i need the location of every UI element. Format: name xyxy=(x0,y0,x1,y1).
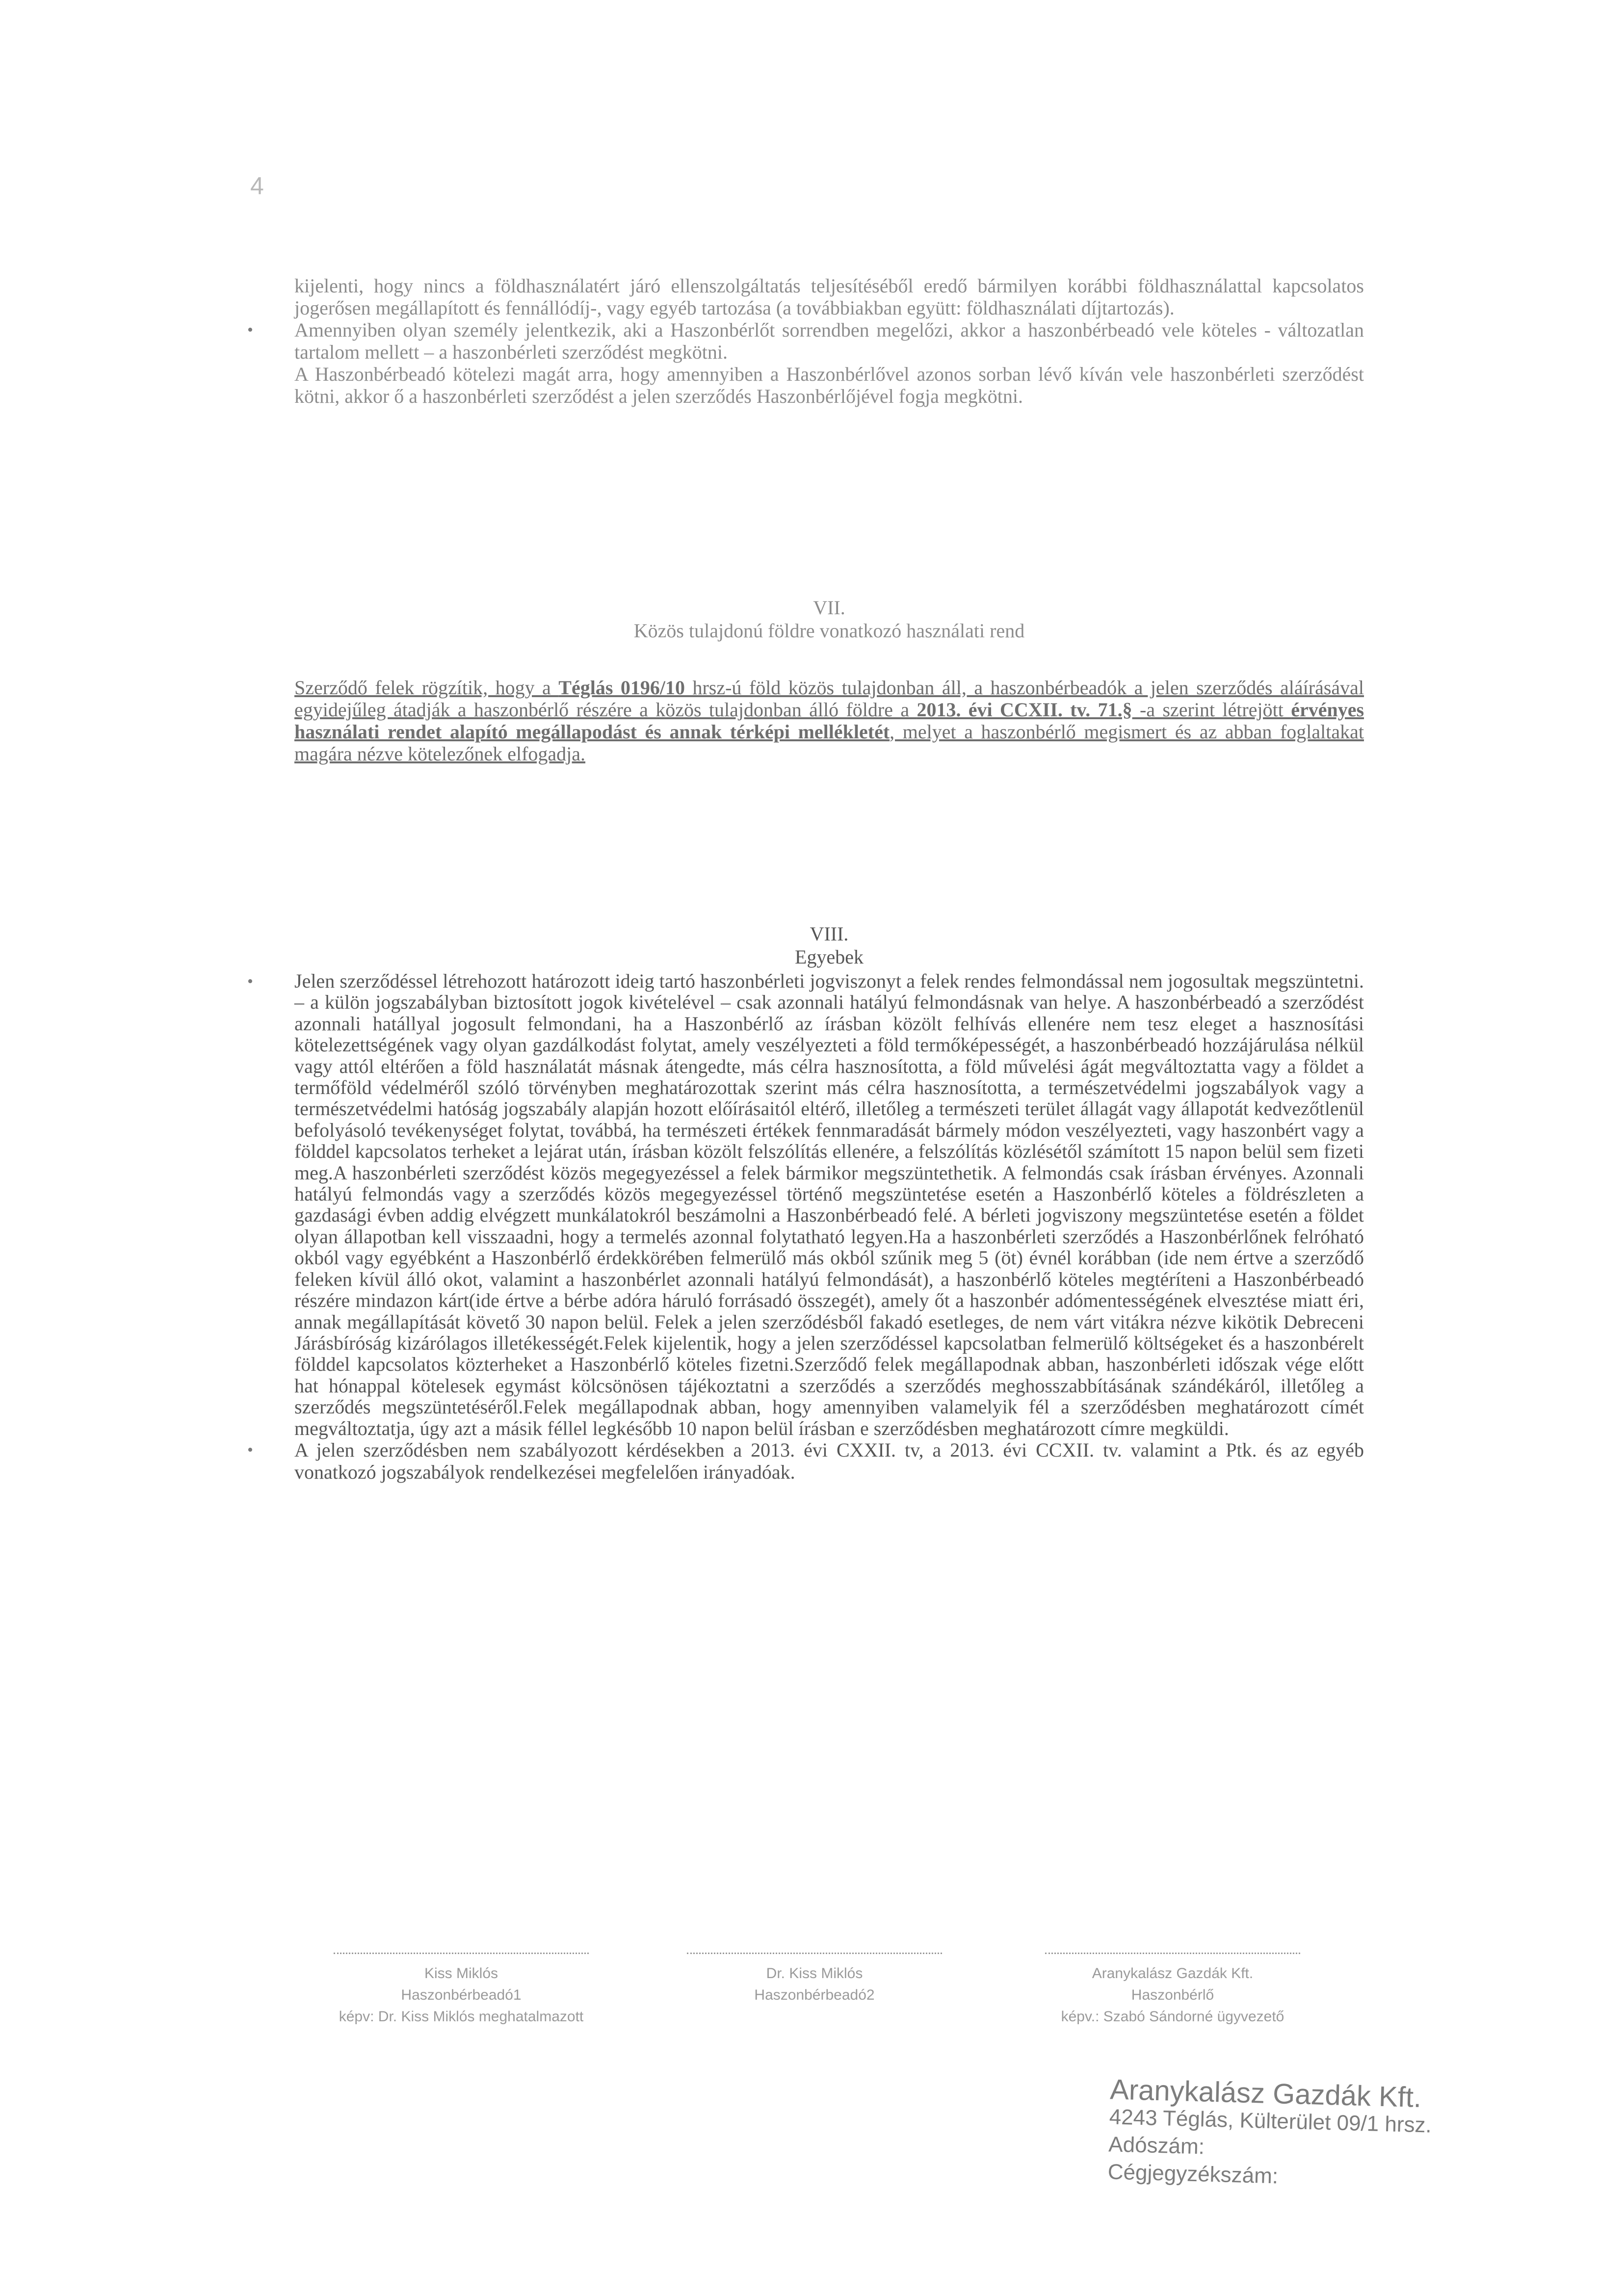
intro-paragraph-3: A Haszonbérbeadó kötelezi magát arra, hogy amennyiben a Haszonbérlővel azonos sorban lévő kíván vele haszonbérleti szerződést kötni, akkor ő a haszonbérleti szerződést a jelen szerződés Haszonbérlőjével fogja megkötni. xyxy=(294,363,1364,407)
signatory-role: Haszonbérbeadó2 xyxy=(754,1987,875,2003)
s7-text-c: hrsz-ú föld közös tulajdonban áll, a haszonbérbeadók a jelen szerződés aláírásával egyidejűleg átadják a haszonbérlő részére a közös tulajdonban álló földre a xyxy=(294,677,1364,721)
intro-block xyxy=(247,275,1364,407)
company-stamp xyxy=(1107,2073,1433,2194)
s7-text-e: -a szerint létrejött xyxy=(1132,699,1291,721)
section-8 xyxy=(247,922,1364,1483)
stamp-registration-number: Cégjegyzékszám: xyxy=(1107,2160,1279,2189)
s7-parcel: Téglás 0196/10 xyxy=(558,677,685,699)
signature-block-1 xyxy=(275,1953,648,2028)
signature-line xyxy=(687,1953,942,1954)
section-8-paragraph-1: Jelen szerződéssel létrehozott határozott ideig tartó haszonbérleti jogviszonyt a felek rendes felmondással nem jogosultak megszüntetni. – a külön jogszabályban biztosított jogok kivételével – csak azonnali hatályú felmondásnak van helye. A haszonbérbeadó a szerződést azonnali hatállyal jogosult felmondani, ha a Haszonbérlő az írásban közölt felhívás ellenére nem tesz eleget a hasznosítási kötelezettségének vagy olyan gazdálkodást folytat, amely veszélyezteti a föld termőképességét, a haszonbérbeadó hozzájárulása nélkül vagy attól eltérően a föld használatát másnak átengedte, más célra hasznosította, a föld művelési ágát megváltoztatta vagy a földet a termőföld védelméről szóló törvényben meghatározottak szerint más célra hasznosította, a természetvédelmi jogszabályok vagy a természetvédelmi hatóság jogszabály alapján hozott előírásaitól eltérő, illetőleg a természeti terület állagát vagy állapotát kedvezőtlenül befolyásoló tevékenységet folytat, továbbá, ha természeti értékek fennmaradását bármely módon veszélyezteti, vagy haszonbért vagy a földdel kapcsolatos terheket a lejárat után, írásban közölt felszólítás ellenére, a felszólítás közlésétől számított 15 napon belül sem fizeti meg.A haszonbérleti szerződést közös megegyezéssel a felek bármikor megszüntethetik. A felmondás csak írásban érvényes. Azonnali hatályú felmondás vagy a szerződés közös megegyezéssel történő megszüntetése esetén a Haszonbérlő köteles a földrészleten a gazdasági évben addig elvégzett munkálatokról beszámolni a Haszonbérbeadó felé. A bérleti jogviszony megszüntetése esetén a földet olyan állapotban kell visszaadni, hogy a termelés azonnal folytatható legyen.Ha a haszonbérleti szerződés a Haszonbérlőnek felróható okból vagy egyébként a Haszonbérlő érdekkörében felmerülő más okból szűnik meg 5 (öt) évnél korábban (ide nem értve a szerződő feleken kívül álló okot, valamint a haszonbérlet azonnali hatályú felmondását), a haszonbérlő köteles megtéríteni a Haszonbérbeadó részére mindazon kárt(ide értve a bérbe adóra háruló forrásadó összegét), amely őt a haszonbér adómentességének elvesztése miatt éri, annak megállapítását követő 30 napon belül. Felek a jelen szerződésből fakadó esetleges, de nem várt vitákra nézve kikötik Debreceni Járásbíróság kizárólagos illetékességét.Felek kijelentik, hogy a jelen szerződéssel kapcsolatban felmerülő költségeket és a haszonbérelt földdel kapcsolatos közterheket a Haszonbérlő köteles fizetni.Szerződő felek megállapodnak abban, haszonbérleti időszak vége előtt hat hónappal kötelesek egymást kölcsönösen tájékoztatni a szerződés a szerződés meghosszabbításának szándékáról, illetőleg a szerződés megszüntetéséről.Felek megállapodnak abban, hogy amennyiben valamelyik fél a szerződésben meghatározott címét megváltoztatja, úgy azt a másik féllel legkésőbb 10 napon belül írásban e szerződésben meghatározott címre megküldi. xyxy=(294,970,1364,1439)
section-8-number: VIII. xyxy=(810,923,849,945)
signature-line xyxy=(1045,1953,1300,1954)
intro-bullet-item xyxy=(247,319,1364,363)
section-8-paragraph-2: A jelen szerződésben nem szabályozott kérdésekben a 2013. évi CXXII. tv, a 2013. évi CCXII. tv. valamint a Ptk. és az egyéb vonatkozó jogszabályok rendelkezései megfelelően irányadóak. xyxy=(294,1438,1364,1483)
intro-paragraph: kijelenti, hogy nincs a földhasználatért járó ellenszolgáltatás teljesítéséből eredő bármilyen korábbi földhasználattal kapcsolatos jogerősen megállapított és fennállódíj-, vagy egyéb tartozása (a továbbiakban együtt: földhasználati díjtartozás). xyxy=(294,275,1364,319)
section-8-item-2 xyxy=(247,1438,1364,1483)
page-number: 4 xyxy=(250,172,264,200)
s7-text-a: Szerződő felek rögzítik, hogy a xyxy=(294,677,559,699)
signatory-role: Haszonbérlő xyxy=(1131,1987,1214,2003)
section-7 xyxy=(294,596,1364,765)
s7-agreement: érvényes használati rendet alapító megállapodást és annak térképi mellékletét xyxy=(294,699,1364,743)
s7-law-ref: 2013. évi CCXII. tv. 71.§ xyxy=(917,699,1132,721)
signature-block-3 xyxy=(986,1953,1359,2028)
section-8-title: Egyebek xyxy=(795,946,864,968)
signatory-representative: képv: Dr. Kiss Miklós meghatalmazott xyxy=(339,2009,584,2025)
section-7-text xyxy=(294,677,1364,765)
signature-line xyxy=(334,1953,589,1954)
signature-block-2 xyxy=(628,1953,1001,2006)
signatory-name: Dr. Kiss Miklós xyxy=(766,1965,863,1982)
section-7-title: Közös tulajdonú földre vonatkozó használati rend xyxy=(633,620,1025,642)
bullet-icon: • xyxy=(247,1440,253,1459)
section-8-item-1 xyxy=(247,970,1364,1439)
s7-text-g: , melyet a haszonbérlő megismert és az abban foglaltakat magára nézve kötelezőnek elfogadja. xyxy=(294,721,1364,765)
signatory-representative: képv.: Szabó Sándorné ügyvezető xyxy=(1061,2009,1284,2025)
stamp-tax-number: Adószám: xyxy=(1108,2132,1205,2159)
bullet-icon: • xyxy=(247,321,253,339)
signatory-name: Kiss Miklós xyxy=(424,1965,498,1982)
bullet-icon: • xyxy=(247,972,253,991)
stamp-address: 4243 Téglás, Külterület 09/1 hrsz. xyxy=(1109,2105,1432,2138)
signatory-name: Aranykalász Gazdák Kft. xyxy=(1092,1965,1254,1982)
section-7-number: VII. xyxy=(813,597,845,619)
stamp-company-name: Aranykalász Gazdák Kft. xyxy=(1109,2073,1422,2114)
intro-bullet-text: Amennyiben olyan személy jelentkezik, aki a Haszonbérlőt sorrendben megelőzi, akkor a haszonbérbeadó vele köteles - változatlan tartalom mellett – a haszonbérleti szerződést megkötni. xyxy=(294,319,1364,363)
signatory-role: Haszonbérbeadó1 xyxy=(401,1987,522,2003)
